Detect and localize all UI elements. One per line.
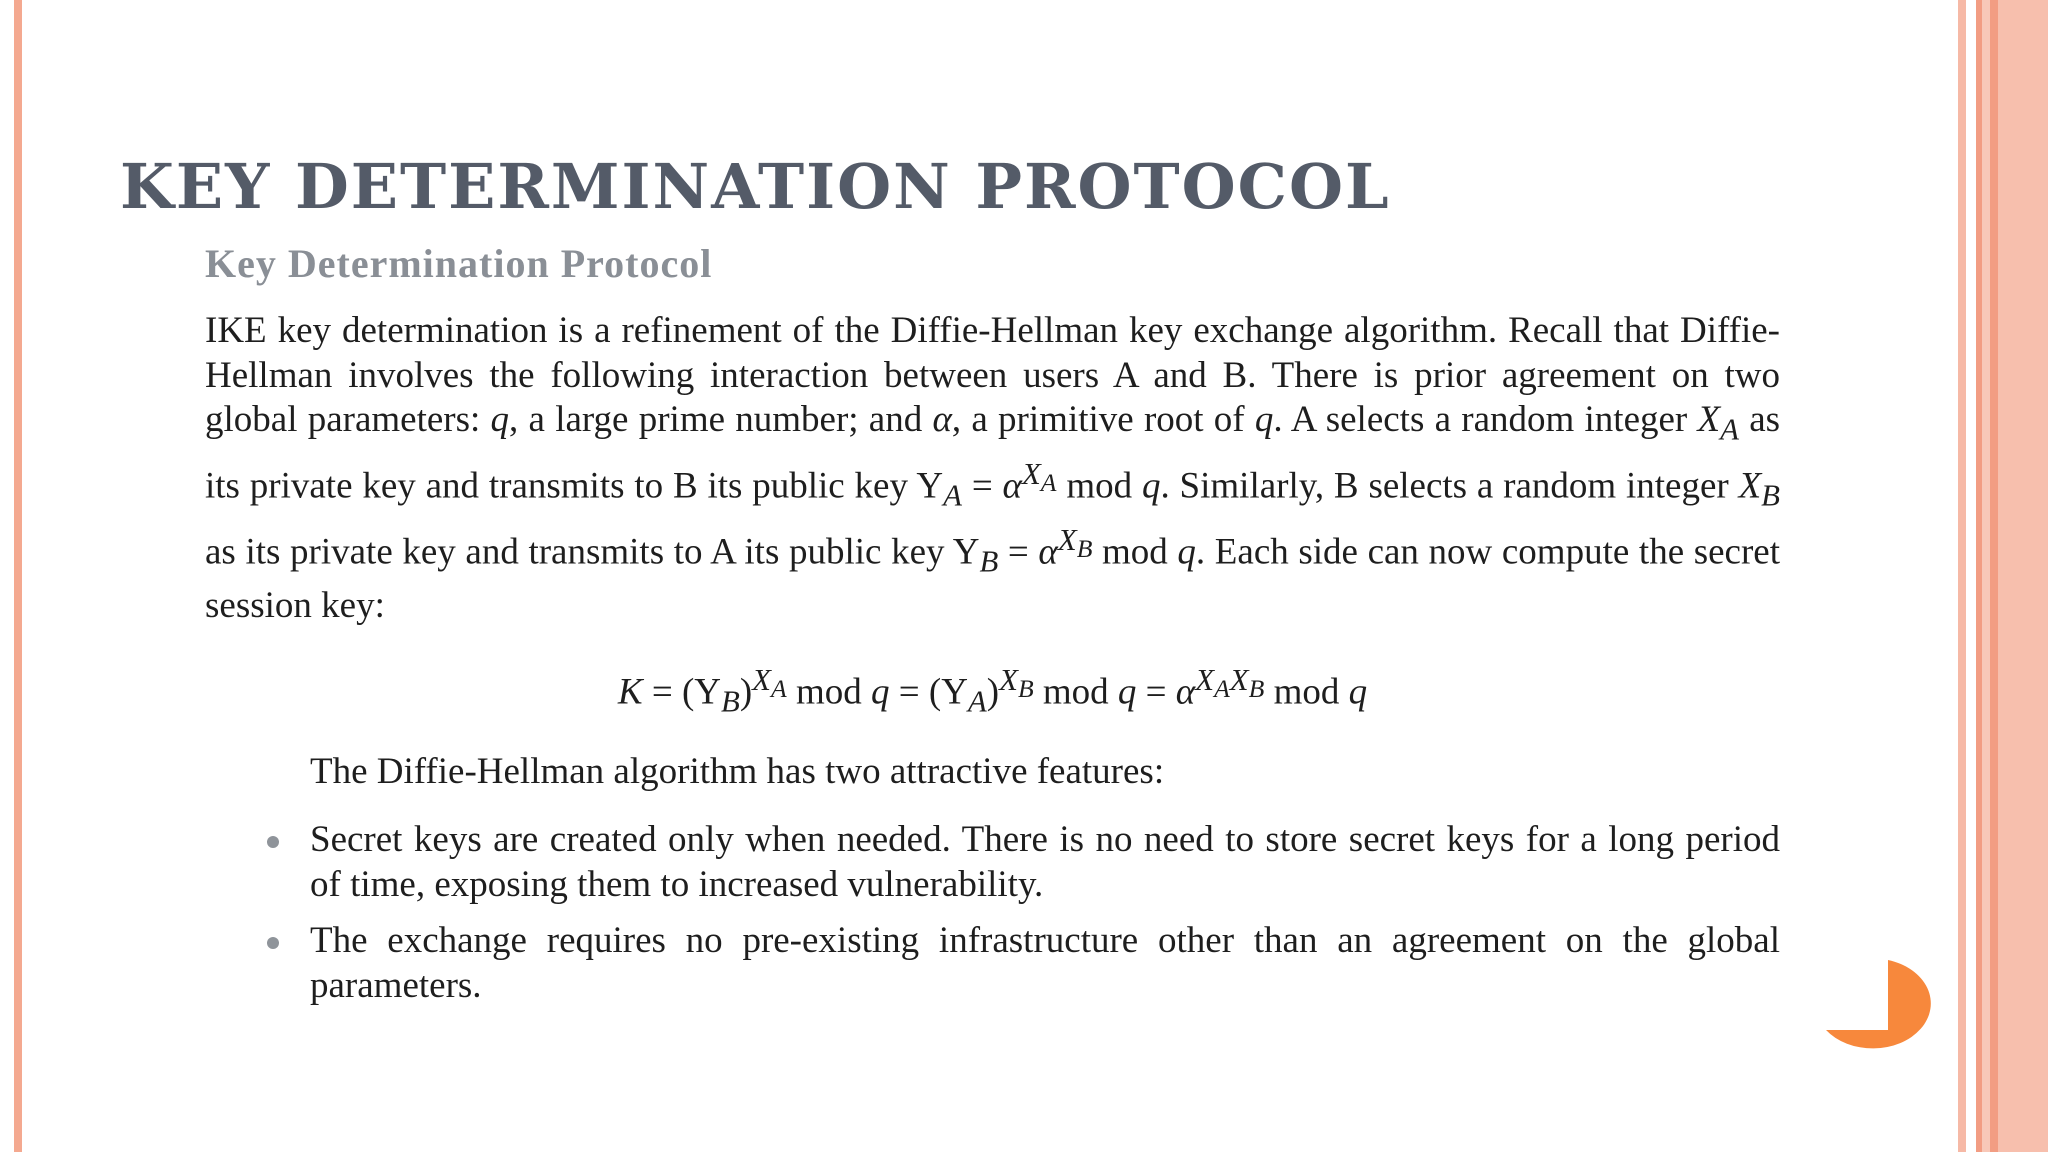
right-border-band bbox=[1976, 0, 2048, 1152]
right-border-gap bbox=[1966, 0, 1976, 1152]
features-lead: The Diffie-Hellman algorithm has two attractive features: bbox=[310, 750, 1165, 792]
right-border-stripe-inner bbox=[1958, 0, 1966, 1152]
left-border-stripe bbox=[14, 0, 22, 1152]
corner-orb-decoration bbox=[1826, 960, 1950, 1052]
bullet-icon bbox=[267, 937, 279, 949]
sub-heading: Key Determination Protocol bbox=[205, 241, 713, 286]
session-key-formula: $K = (Y_B)^{X_A}$ mod $q = (Y_A)^{X_B}$ mod $q = \alpha^{X_AX_B}$ mod q bbox=[617, 662, 1368, 719]
list-item: Secret keys are created only when needed. There is no need to store secret keys for a long period of time, exposing them to increased vulnerability. bbox=[205, 818, 1780, 907]
list-item: The exchange requires no pre-existing infrastructure other than an agreement on the global parameters. bbox=[205, 919, 1780, 1008]
slide-title: KEY DETERMINATION PROTOCOL bbox=[120, 150, 1391, 223]
body-paragraph: IKE key determination is a refinement of the Diffie-Hellman key exchange algorithm. Recall that Diffie-Hellman involves the following interaction between users A and B. There is prior agreement on two global parameters: q, a large prime number; and α, a primitive root of q. A selects a random integer $X_A$ as its private key and transmits to B its public key $Y_A = \alpha^{X_A}$ mod q. Similarly, B selects a random integer $X_B$ as its private key and transmits to A its public key $Y_B = \alpha^{X_B}$ mod q. Each side can now compute the secret session key: bbox=[205, 310, 1781, 627]
slide-content bbox=[205, 240, 1780, 1020]
bullet-icon bbox=[267, 836, 279, 848]
features-list bbox=[205, 818, 1780, 1008]
